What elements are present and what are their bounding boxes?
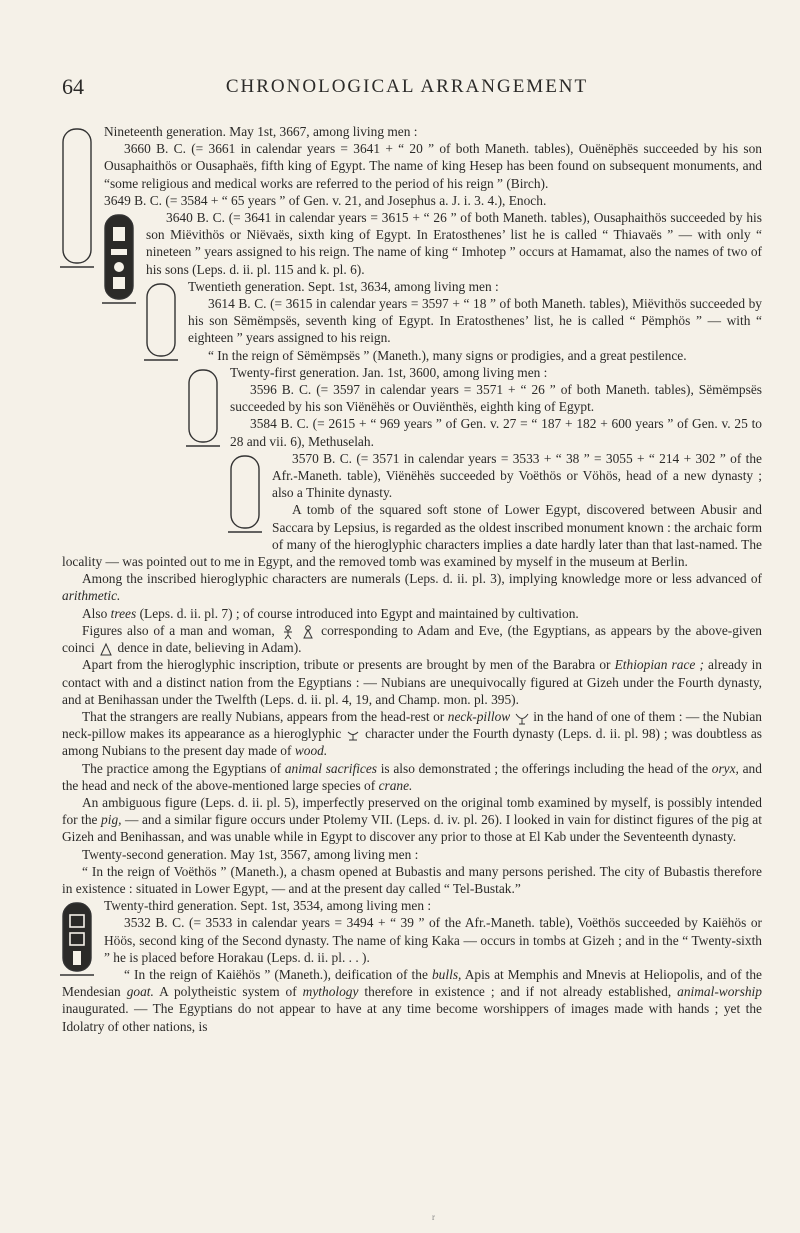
- paragraph-kaiehos-reign: “ In the reign of Kaiëhös ” (Maneth.), deification of the bulls, Apis at Memphis and Mnevis at Heliopolis, and of the Mendesian goat. A polytheistic system of mythology therefore in existence ; and if not already established, animal-worship inaugurated. — The Egyptians do not appear to have at any time become worshippers of images made with hands ; yet the Idolatry of other nations, is: [62, 966, 762, 1034]
- footnote-mark: r: [432, 1212, 435, 1222]
- cartouche-5-icon: [228, 454, 262, 536]
- cartouche-1: [60, 127, 94, 275]
- paragraph-generation-22: Twenty-second generation. May 1st, 3567, among living men :: [82, 846, 419, 862]
- paragraph-trees: Also trees (Leps. d. ii. pl. 7) ; of course introduced into Egypt and maintained by cultivation.: [82, 605, 579, 621]
- term-ethiopian-race: Ethiopian race ;: [614, 657, 704, 673]
- paragraph-generation-23: Twenty-third generation. Sept. 1st, 3534, among living men :: [104, 898, 432, 914]
- paragraph-generation-19: Nineteenth generation. May 1st, 3667, among living men :: [104, 124, 418, 139]
- paragraph-3640: 3640 B. C. (= 3641 in calendar years = 3615 + “ 26 ” of both Maneth. tables), Ousaphaithös succeeded by his son Miëvithös or Niëvaës, sixth king of Egypt. In Eratosthenes’ list he is called “ Thiavaës ” — with only “ nineteen ” years assigned to his reign. The name of king “ Imhotep ” occurs at Hamamat, also the names of two of his sons (Leps. d. ii. pl. 115 and k. pl. 6).: [146, 210, 762, 277]
- paragraph-tribute: Apart from the hieroglyphic inscription, tribute or presents are brought by men of the Barabra or Ethiopian race ; already in contact with and a distinct nation from the Egyptians : — Nubians are unequivocally figured at Gizeh under the Fourth dynasty, and at Benihassan under the Twelfth (Leps. d. ii. pl. 4, 19, and Champ. mon. pl. 395).: [62, 657, 762, 707]
- paragraph-3532: 3532 B. C. (= 3533 in calendar years = 3494 + “ 39 ” of the Afr.-Maneth. table), Voëthös succeeded by Kaiëhös or Höös, second king of the Second dynasty. The name of king Kaka — occurs in tombs at Gizeh ; and in the “ Twenty-sixth ” he is placed before Horakau (Leps. d. ii. pl. . . ).: [104, 915, 762, 965]
- cartouche-6-icon: [60, 901, 94, 979]
- paragraph-3660: 3660 B. C. (= 3661 in calendar years = 3641 + “ 20 ” of both Maneth. tables), Ouënëphës succeeded by his son Ousaphaithös or Ousaphaës, fifth king of Egypt. The name of king Hesep has been found on subsequent monuments, and “some religious and medical works are referred to the period of his reign ” (Birch).: [104, 141, 762, 191]
- term-neck-pillow: neck-pillow: [447, 708, 511, 724]
- paragraph-sacrifices: The practice among the Egyptians of animal sacrifices is also demonstrated ; the offerings including the head of the oryx, and the head and neck of the above-mentioned large species of crane.: [62, 760, 762, 793]
- term-animal-sacrifices: animal sacrifices: [284, 760, 378, 776]
- term-crane: crane.: [378, 777, 413, 793]
- page-header: [62, 74, 752, 104]
- term-arithmetic: arithmetic.: [62, 588, 121, 604]
- cartouche-1-icon: [60, 127, 94, 273]
- cartouche-5: [228, 454, 262, 538]
- paragraph-figures: Figures also of a man and woman, corresponding to Adam and Eve, (the Egyptians, as appears by the above-given coinci dence in date, believing in Adam).: [62, 622, 762, 656]
- term-goat: goat.: [126, 984, 154, 1000]
- paragraph-pig: An ambiguous figure (Leps. d. ii. pl. 5), imperfectly preserved on the original tomb examined by myself, is possibly intended for the pig, — and a similar figure occurs under Ptolemy VII. (Leps. d. iv. pl. 26). I looked in vain for distinct figures of the pig at Gizeh and Benihassan, and was unable while in Egypt to discover any prior to those at El Kab under the Seventeenth dynasty.: [62, 794, 762, 845]
- page-body: [62, 123, 762, 1035]
- cartouche-2: [102, 213, 136, 309]
- paragraph-strangers: That the strangers are really Nubians, appears from the head-rest or neck-pillow in the hand of one of them : — the Nubian neck-pillow makes its appearance as a hieroglyphic character under the Fourth dynasty (Leps. d. ii. pl. 98) ; was doubtless as among Nubians to the present day made of wood.: [62, 708, 763, 759]
- term-pig: pig,: [101, 812, 122, 828]
- running-title: CHRONOLOGICAL ARRANGEMENT: [225, 76, 589, 97]
- term-trees: trees: [110, 605, 137, 621]
- cartouche-2-icon: [102, 213, 136, 307]
- headrest-glyph-icon: [345, 728, 361, 742]
- paragraph-numerals: Among the inscribed hieroglyphic characters are numerals (Leps. d. ii. pl. 3), implying knowledge more or less advanced of arithmetic.: [62, 571, 762, 604]
- paragraph-generation-21: Twenty-first generation. Jan. 1st, 3600, among living men :: [230, 364, 548, 380]
- figure-glyph-icon: [98, 642, 114, 656]
- term-wood: wood.: [294, 743, 328, 759]
- cartouche-3-icon: [144, 282, 178, 364]
- cartouche-4: [186, 368, 220, 452]
- page-number: 64: [62, 74, 84, 99]
- cartouche-4-icon: [186, 368, 220, 450]
- paragraph-3584: 3584 B. C. (= 2615 + “ 969 years ” of Gen. v. 27 = “ 187 + 182 + 600 years ” of Gen. v. 25 to 28 and vii. 6), Methuselah.: [230, 416, 762, 449]
- man-glyph-icon: [280, 625, 296, 639]
- term-mythology: mythology: [302, 984, 359, 1000]
- paragraph-generation-20: Twentieth generation. Sept. 1st, 3634, among living men :: [188, 278, 499, 294]
- paragraph-3570: 3570 B. C. (= 3571 in calendar years = 3533 + “ 38 ” = 3055 + “ 214 + 302 ” of the Afr.-Maneth. table), Viënëhës succeeded by Voëthös or Vöhös, head of a new dynasty ; also a Thinite dynasty.: [272, 450, 762, 501]
- paragraph-3596: 3596 B. C. (= 3597 in calendar years = 3571 + “ 26 ” of both Maneth. tables), Sëmëmpsës succeeded by his son Viënëhës or Ouviënthës, eighth king of Egypt.: [230, 382, 762, 415]
- paragraph-3649: 3649 B. C. (= 3584 + “ 65 years ” of Gen. v. 21, and Josephus a. J. i. 3. 4.), Enoch.: [104, 192, 547, 208]
- neck-pillow-glyph-icon: [514, 711, 530, 725]
- paragraph-tomb: A tomb of the squared soft stone of Lower Egypt, discovered between Abusir and Saccara by Lepsius, is regarded as the oldest inscribed monument known : the archaic form of many of the hieroglyphic characters implies a date hardly later than that last-named. The locality — was pointed out to me in Egypt, and the removed tomb was examined by myself in the museum at Berlin.: [62, 502, 762, 570]
- term-animal-worship: animal-worship: [677, 984, 762, 1000]
- term-bulls: bulls,: [431, 966, 462, 982]
- paragraph-sememspes-reign: “ In the reign of Sëmëmpsës ” (Maneth.), many signs or prodigies, and a great pestilence.: [208, 347, 687, 363]
- paragraph-3614: 3614 B. C. (= 3615 in calendar years = 3597 + “ 18 ” of both Maneth. tables), Miëvithös succeeded by his son Sëmëmpsës, seventh king of Egypt. In Eratosthenes’ list, he is called “ Pëmphös ” — with “ eighteen ” years assigned to his reign.: [188, 296, 762, 346]
- woman-glyph-icon: [300, 625, 316, 639]
- paragraph-voethos-reign: “ In the reign of Voëthös ” (Maneth.), a chasm opened at Bubastis and many persons perished. The city of Bubastis therefore in existence : situated in Lower Egypt, — and at the present day called “ Tel-Bustak.”: [62, 863, 762, 896]
- cartouche-6: [60, 901, 94, 981]
- term-oryx: oryx,: [711, 760, 739, 776]
- cartouche-3: [144, 282, 178, 366]
